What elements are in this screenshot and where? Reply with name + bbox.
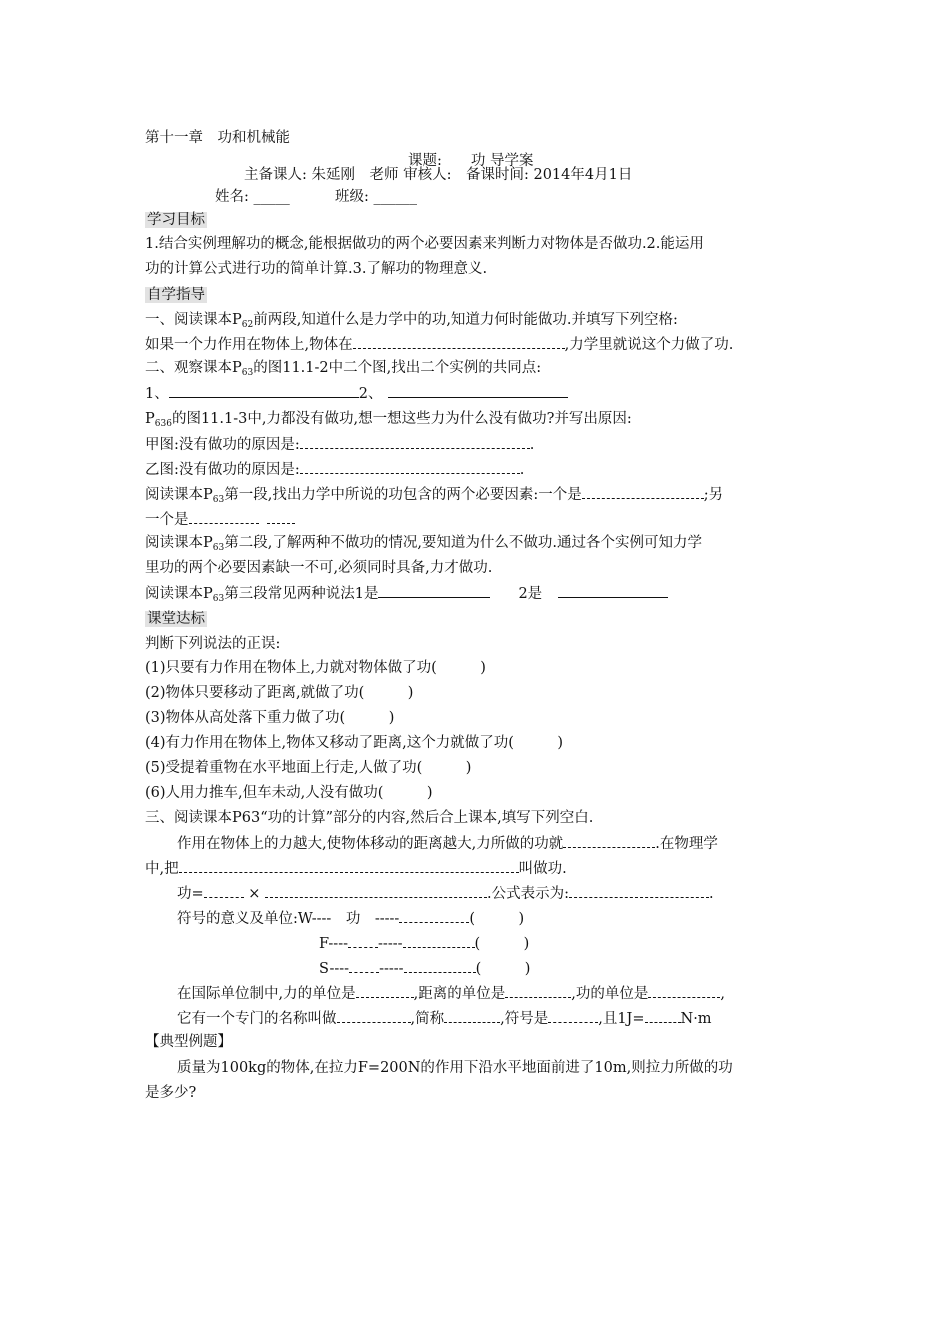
text: 在国际单位制中,力的单位是 bbox=[177, 986, 356, 1002]
fill-blank[interactable] bbox=[300, 459, 520, 474]
page-sub: 62 bbox=[241, 320, 254, 330]
page-sub: 63 bbox=[212, 543, 225, 553]
text: 它有一个专门的名称叫做 bbox=[177, 1011, 337, 1027]
fill-blank[interactable] bbox=[582, 484, 704, 499]
symbol-s-line bbox=[319, 958, 530, 979]
page-sub: 63 bbox=[212, 594, 225, 604]
page-sub: 636 bbox=[154, 419, 172, 429]
text: 的图11.1-3中,力都没有做功,想一想这些力为什么没有做功?并写出原因: bbox=[171, 411, 632, 427]
question-3: (3)物体从高处落下重力做了功( ) bbox=[145, 710, 395, 726]
text: 二、观察课本P bbox=[145, 360, 242, 376]
text: 功= bbox=[177, 886, 204, 902]
text: F---- bbox=[319, 936, 349, 952]
class-heading bbox=[145, 609, 207, 629]
guide-line-3 bbox=[145, 358, 541, 380]
fill-blank[interactable] bbox=[265, 883, 487, 898]
text: S---- bbox=[319, 961, 350, 977]
text: P bbox=[145, 411, 155, 427]
fill-blank[interactable] bbox=[403, 933, 475, 948]
objectives-heading bbox=[145, 210, 207, 230]
class-field: 班级: ______ bbox=[334, 189, 417, 205]
fill-blank[interactable] bbox=[204, 883, 244, 898]
fill-blank[interactable] bbox=[378, 583, 490, 598]
text: 阅读课本P bbox=[145, 487, 213, 503]
objectives-title: 学习目标 bbox=[147, 212, 205, 228]
fill-blank[interactable] bbox=[349, 958, 379, 973]
guide-line-12 bbox=[145, 583, 668, 606]
question-5: (5)受提着重物在水平地面上行走,人做了功( ) bbox=[145, 760, 472, 776]
guide-line-5 bbox=[145, 409, 632, 431]
fill-blank[interactable] bbox=[300, 434, 530, 449]
work-line-3: 功= × .公式表示为: . bbox=[145, 883, 714, 904]
topic-title: 课题: 功 导学案 bbox=[408, 153, 534, 169]
text: ,符号是 bbox=[500, 1011, 549, 1027]
text: .在物理学 bbox=[655, 836, 718, 852]
text: 第三段常见两种说法1是 bbox=[224, 586, 379, 602]
guide-line-9 bbox=[145, 509, 295, 530]
guide-line-11: 里功的两个必要因素缺一不可,必须同时具备,力才做功. bbox=[145, 560, 493, 576]
text: ;另 bbox=[703, 487, 724, 503]
unit-line-2 bbox=[145, 1008, 712, 1029]
text: N·m bbox=[680, 1011, 712, 1027]
guide-line-4 bbox=[145, 383, 568, 404]
symbol-f-line bbox=[319, 933, 529, 954]
objectives-line-2: 功的计算公式进行功的简单计算.3.了解功的物理意义. bbox=[145, 261, 488, 277]
text: 中,把 bbox=[145, 861, 179, 877]
text: ( ) bbox=[475, 961, 531, 977]
question-2: (2)物体只要移动了距离,就做了功( ) bbox=[145, 685, 414, 701]
fill-blank[interactable] bbox=[558, 583, 668, 598]
fill-blank[interactable] bbox=[404, 958, 476, 973]
fill-blank[interactable] bbox=[356, 983, 414, 998]
fill-blank[interactable] bbox=[563, 833, 655, 848]
text: 第一段,找出力学中所说的功包含的两个必要因素:一个是 bbox=[224, 487, 582, 503]
text: ----- bbox=[378, 936, 403, 952]
prep-info: 主备课人: 朱延刚 老师 审核人: 备课时间: 2014年4月1日 bbox=[244, 167, 633, 183]
text: ( ) bbox=[474, 936, 530, 952]
text: 第二段,了解两种不做功的情况,要知道为什么不做功.通过各个实例可知力学 bbox=[224, 535, 703, 551]
example-line-1: 质量为100kg的物体,在拉力F=200N的作用下沿水平地面前进了10m,则拉力所做的功 bbox=[177, 1060, 733, 1076]
fill-blank[interactable] bbox=[645, 1008, 681, 1023]
fill-blank[interactable] bbox=[399, 908, 469, 923]
text: ,距离的单位是 bbox=[413, 986, 506, 1002]
fill-blank[interactable] bbox=[444, 1008, 500, 1023]
text: ,功的单位是 bbox=[571, 986, 649, 1002]
guide-heading bbox=[145, 285, 207, 305]
fill-blank[interactable] bbox=[569, 883, 709, 898]
text: , bbox=[720, 986, 725, 1002]
text: ( ) bbox=[469, 911, 525, 927]
text: ,且1J= bbox=[598, 1011, 645, 1027]
unit-line-1 bbox=[145, 983, 725, 1004]
text: 作用在物体上的力越大,使物体移动的距离越大,力所做的功就 bbox=[177, 836, 564, 852]
fill-blank[interactable] bbox=[548, 1008, 598, 1023]
text: 前两段,知道什么是力学中的功,知道力何时能做功.并填写下列空格: bbox=[253, 312, 678, 328]
work-line-1 bbox=[145, 833, 718, 854]
fill-blank[interactable] bbox=[505, 983, 571, 998]
fill-blank[interactable] bbox=[388, 383, 568, 398]
question-6: (6)人用力推车,但车未动,人没有做功( ) bbox=[145, 785, 433, 801]
name-label bbox=[215, 187, 417, 207]
class-title: 课堂达标 bbox=[147, 611, 205, 627]
chapter-title: 第十一章 功和机械能 bbox=[145, 130, 290, 146]
text: ,简称 bbox=[410, 1011, 445, 1027]
fill-blank[interactable] bbox=[169, 383, 359, 398]
guide-title: 自学指导 bbox=[147, 287, 205, 303]
fill-blank[interactable] bbox=[348, 933, 378, 948]
text: 一、阅读课本P bbox=[145, 312, 242, 328]
text: ,力学里就说这个力做了功. bbox=[564, 337, 734, 353]
name-field: 姓名: _____ bbox=[215, 189, 290, 205]
guide-line-7: 乙图:没有做功的原因是: . bbox=[145, 459, 524, 480]
fill-blank[interactable] bbox=[337, 1008, 411, 1023]
guide-line-2 bbox=[145, 334, 733, 355]
guide-line-6: 甲图:没有做功的原因是: . bbox=[145, 434, 534, 455]
page-sub: 63 bbox=[241, 368, 254, 378]
example-heading: 【典型例题】 bbox=[145, 1034, 232, 1050]
text: 符号的意义及单位:W---- 功 ----- bbox=[177, 911, 400, 927]
fill-blank[interactable] bbox=[648, 983, 720, 998]
page-sub: 63 bbox=[212, 495, 225, 505]
text: 乙图:没有做功的原因是: bbox=[145, 462, 300, 478]
text: 2、 bbox=[358, 386, 383, 402]
question-1: (1)只要有力作用在物体上,力就对物体做了功( ) bbox=[145, 660, 486, 676]
guide-line-1 bbox=[145, 310, 678, 332]
example-line-2: 是多少? bbox=[145, 1085, 197, 1101]
text: 的图11.1-2中二个图,找出二个实例的共同点: bbox=[253, 360, 542, 376]
guide-line-8 bbox=[145, 484, 723, 507]
question-4: (4)有力作用在物体上,物体又移动了距离,这个力就做了功( ) bbox=[145, 735, 564, 751]
objectives-line-1: 1.结合实例理解功的概念,能根据做功的两个必要因素来判断力对物体是否做功.2.能运用 bbox=[145, 236, 704, 252]
text: 如果一个力作用在物体上,物体在 bbox=[145, 337, 353, 353]
text: 阅读课本P bbox=[145, 535, 213, 551]
text: 1、 bbox=[145, 386, 169, 402]
section-3-heading: 三、阅读课本P63“功的计算”部分的内容,然后合上课本,填写下列空白. bbox=[145, 810, 594, 826]
text: ----- bbox=[379, 961, 404, 977]
text: 一个是 bbox=[145, 512, 189, 528]
text: × bbox=[248, 886, 261, 902]
judge-instruction: 判断下列说法的正误: bbox=[145, 636, 281, 652]
fill-blank[interactable] bbox=[179, 858, 519, 873]
text: 2是 bbox=[518, 586, 543, 602]
fill-blank[interactable] bbox=[267, 509, 295, 524]
text: 叫做功. bbox=[518, 861, 567, 877]
guide-line-10 bbox=[145, 533, 702, 555]
text: 甲图:没有做功的原因是: bbox=[145, 437, 300, 453]
text: 阅读课本P bbox=[145, 586, 213, 602]
fill-blank[interactable] bbox=[353, 334, 565, 349]
work-line-2 bbox=[145, 858, 567, 879]
text: .公式表示为: bbox=[487, 886, 570, 902]
symbol-w-line bbox=[145, 908, 524, 929]
fill-blank[interactable] bbox=[189, 509, 259, 524]
